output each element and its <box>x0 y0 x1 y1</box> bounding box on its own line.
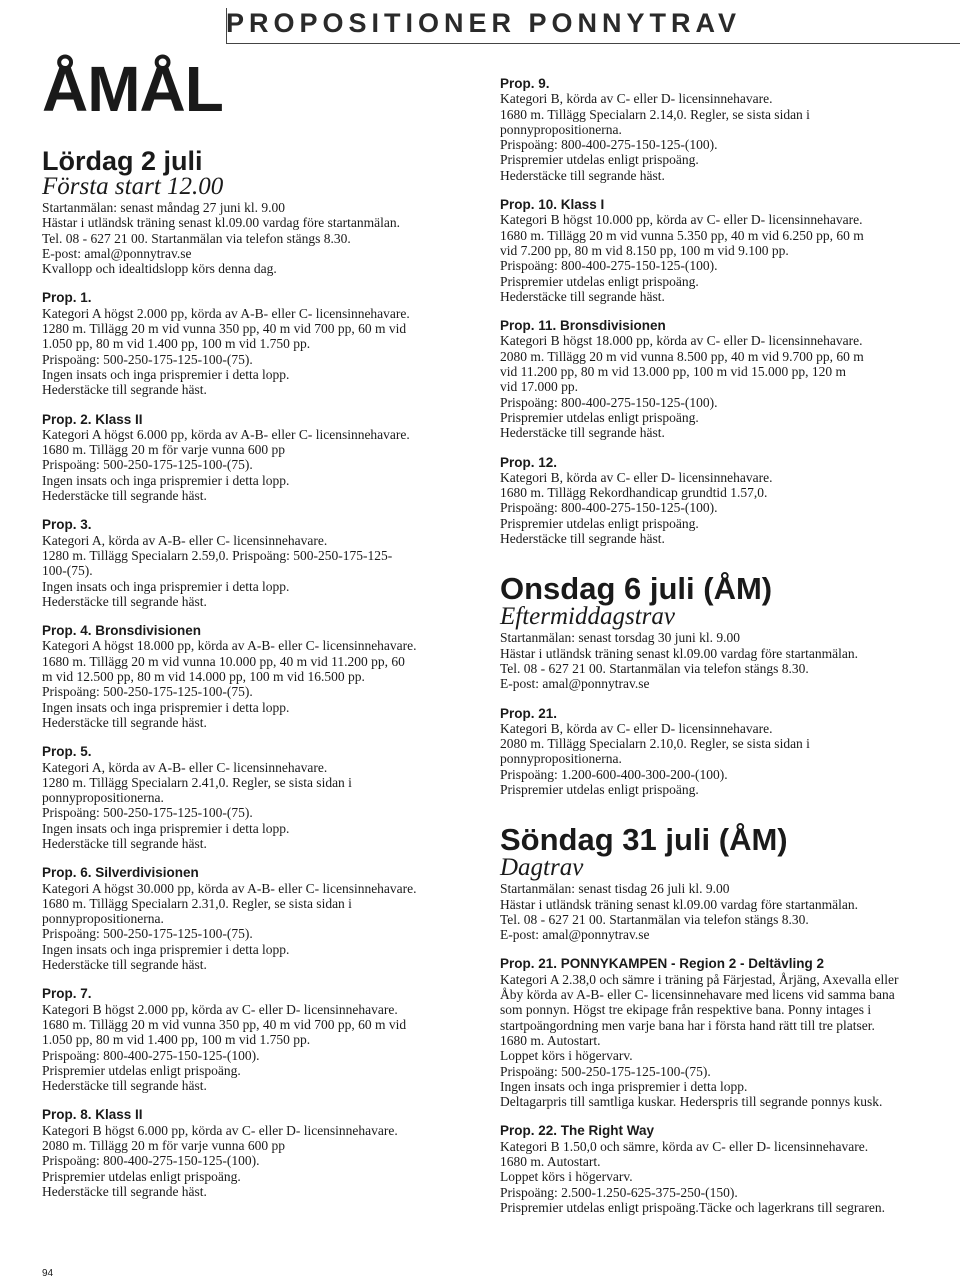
text-line: vid 7.200 pp, 80 m vid 8.150 pp, 100 m vid 9.100 pp. <box>500 242 789 258</box>
text-line: 1680 m. Tillägg Specialarn 2.14,0. Regler, se sista sidan i <box>500 106 810 122</box>
text-line: 2080 m. Tillägg 20 m för varje vunna 600 pp <box>42 1138 285 1154</box>
proposition <box>42 276 452 397</box>
proposition <box>500 304 910 440</box>
text-line: Hästar i utländsk träning senast kl.09.00 vardag före startanmälan. <box>500 645 859 661</box>
text-line: Prispoäng: 500-250-175-125-100-(75). <box>42 805 253 821</box>
text-line: Prispoäng: 500-250-175-125-100-(75). <box>500 1063 711 1079</box>
text-line: 2080 m. Tillägg Specialarn 2.10,0. Regler, se sista sidan i <box>500 736 810 752</box>
text-line: Prispoäng: 500-250-175-125-100-(75). <box>42 457 253 473</box>
text-line: startpoängordning men varje bana har i första hand rätt till tre platser. <box>500 1017 875 1033</box>
text-line: Startanmälan: senast torsdag 30 juni kl. 9.00 <box>500 630 740 646</box>
text-line: Kategori B högst 6.000 pp, körda av C- eller D- licensinnehavare. <box>42 1122 398 1138</box>
text-line: Ingen insats och inga prispremier i detta lopp. <box>42 699 290 715</box>
text-line: Prispremier utdelas enligt prispoäng. <box>500 409 699 425</box>
text-line: Ingen insats och inga prispremier i detta lopp. <box>500 1078 748 1094</box>
proposition <box>42 609 452 730</box>
text-line: ponnypropositionerna. <box>42 790 164 806</box>
text-line: Kategori A, körda av A-B- eller C- licensinnehavare. <box>42 759 328 775</box>
text-line: Prispoäng: 500-250-175-125-100-(75). <box>42 684 253 700</box>
props-list <box>500 942 910 1215</box>
text-line: Tel. 08 - 627 21 00. Startanmälan via telefon stängs 8.30. <box>42 230 351 246</box>
prop-title: Prop. 11. Bronsdivisionen <box>500 318 666 334</box>
proposition <box>42 851 452 972</box>
text-line: Startanmälan: senast måndag 27 juni kl. 9.00 <box>42 200 285 215</box>
text-line: Hederstäcke till segrande häst. <box>500 531 665 547</box>
text-line: Tel. 08 - 627 21 00. Startanmälan via telefon stängs 8.30. <box>500 911 809 927</box>
text-line: Prispoäng: 500-250-175-125-100-(75). <box>42 926 253 942</box>
text-line: Kategori B högst 18.000 pp, körda av C- eller D- licensinnehavare. <box>500 333 863 349</box>
text-line: Hederstäcke till segrande häst. <box>500 167 665 183</box>
prop-title: Prop. 3. <box>42 517 92 533</box>
prop-title: Prop. 21. <box>500 705 558 721</box>
text-line: Ingen insats och inga prispremier i detta lopp. <box>42 941 290 957</box>
prop-title: Prop. 7. <box>42 986 92 1002</box>
text-line: Kategori A 2.38,0 och sämre i träning på Färjestad, Årjäng, Axevalla eller <box>500 971 899 987</box>
text-line: Hederstäcke till segrande häst. <box>42 382 207 398</box>
page-header: PROPOSITIONER PONNYTRAV <box>226 8 742 38</box>
text-line: Prispremier utdelas enligt prispoäng. <box>500 781 699 797</box>
proposition <box>500 1109 910 1215</box>
text-line: Ingen insats och inga prispremier i detta lopp. <box>42 366 290 382</box>
text-line: m vid 12.500 pp, 80 m vid 14.000 pp, 100 m vid 16.500 pp. <box>42 669 365 685</box>
text-line: Ingen insats och inga prispremier i detta lopp. <box>42 820 290 836</box>
text-line: Kategori B, körda av C- eller D- licensinnehavare. <box>500 91 773 107</box>
text-line: Loppet körs i högervarv. <box>500 1169 633 1185</box>
text-line: Prispoäng: 800-400-275-150-125-(100). <box>500 394 718 410</box>
text-line: Hederstäcke till segrande häst. <box>42 714 207 730</box>
proposition <box>42 398 452 504</box>
text-line: Hästar i utländsk träning senast kl.09.00 vardag före startanmälan. <box>42 215 401 231</box>
text-line: Prispremier utdelas enligt prispoäng. <box>500 273 699 289</box>
text-line: ponnypropositionerna. <box>500 121 622 137</box>
text-line: E-post: amal@ponnytrav.se <box>500 927 650 943</box>
prop-title: Prop. 10. Klass I <box>500 197 605 213</box>
text-line: Kategori B 1.50,0 och sämre, körda av C- eller D- licensinnehavare. <box>500 1138 869 1154</box>
text-line: 1280 m. Tillägg Specialarn 2.59,0. Prispoäng: 500-250-175-125- <box>42 547 393 563</box>
text-line: Hederstäcke till segrande häst. <box>500 288 665 304</box>
text-line: Hederstäcke till segrande häst. <box>42 593 207 609</box>
text-line: Kategori A, körda av A-B- eller C- licensinnehavare. <box>42 532 328 548</box>
prop-title: Prop. 1. <box>42 290 92 306</box>
prop-title: Prop. 12. <box>500 454 558 470</box>
text-line: Prispremier utdelas enligt prispoäng.Täcke och lagerkrans till segraren. <box>500 1199 885 1215</box>
prop-title: Prop. 6. Silverdivisionen <box>42 865 199 881</box>
text-line: Prispoäng: 1.200-600-400-300-200-(100). <box>500 766 728 782</box>
text-line: 2080 m. Tillägg 20 m vid vunna 8.500 pp, 40 m vid 9.700 pp, 60 m <box>500 348 864 364</box>
text-line: Hederstäcke till segrande häst. <box>42 957 207 973</box>
text-line: Tel. 08 - 627 21 00. Startanmälan via telefon stängs 8.30. <box>500 660 809 676</box>
day-heading: Lördag 2 juli <box>42 146 203 176</box>
proposition <box>500 62 910 183</box>
race-type: Dagtrav <box>500 854 584 882</box>
prop-title: Prop. 2. Klass II <box>42 411 143 427</box>
props-list <box>42 276 452 1199</box>
proposition <box>42 503 452 609</box>
page-number: 94 <box>42 1268 54 1279</box>
text-line: 1280 m. Tillägg 20 m vid vunna 350 pp, 40 m vid 700 pp, 60 m vid <box>42 321 407 337</box>
prop-title: Prop. 5. <box>42 744 92 760</box>
prop-title: Prop. 4. Bronsdivisionen <box>42 623 202 639</box>
text-line: Prispoäng: 500-250-175-125-100-(75). <box>42 351 253 367</box>
left-column <box>42 146 452 1199</box>
text-line: Kvallopp och idealtidslopp körs denna dag. <box>42 261 277 277</box>
text-line: Kategori A högst 2.000 pp, körda av A-B- eller C- licensinnehavare. <box>42 305 410 321</box>
text-line: 1680 m. Tillägg 20 m vid vunna 350 pp, 40 m vid 700 pp, 60 m vid <box>42 1016 407 1032</box>
proposition <box>42 972 452 1093</box>
text-line: vid 11.200 pp, 80 m vid 13.000 pp, 100 m vid 15.000 pp, 120 m <box>500 364 847 380</box>
text-line: som ponnyn. Högst tre ekipage från respektive bana. Ponny intages i <box>500 1002 872 1018</box>
proposition <box>500 942 910 1109</box>
text-line: 1280 m. Tillägg Specialarn 2.41,0. Regler, se sista sidan i <box>42 774 352 790</box>
right-column <box>500 62 910 1215</box>
proposition <box>42 730 452 851</box>
text-line: Ingen insats och inga prispremier i detta lopp. <box>42 578 290 594</box>
text-line: Kategori A högst 18.000 pp, körda av A-B- eller C- licensinnehavare. <box>42 638 417 654</box>
text-line: Kategori A högst 30.000 pp, körda av A-B- eller C- licensinnehavare. <box>42 880 417 896</box>
day-heading: Söndag 31 juli (ÅM) <box>500 822 788 858</box>
proposition <box>500 441 910 547</box>
text-line: ponnypropositionerna. <box>500 751 622 767</box>
text-line: Prispremier utdelas enligt prispoäng. <box>500 152 699 168</box>
proposition <box>42 1093 452 1199</box>
text-line: Hederstäcke till segrande häst. <box>42 1078 207 1094</box>
text-line: Startanmälan: senast tisdag 26 juli kl. 9.00 <box>500 881 730 897</box>
proposition <box>500 692 910 798</box>
text-line: Åby körda av A-B- eller C- licensinnehavare med licens vid samma bana <box>500 987 895 1003</box>
text-line: Kategori B högst 2.000 pp, körda av C- eller D- licensinnehavare. <box>42 1001 398 1017</box>
text-line: 1680 m. Tillägg Rekordhandicap grundtid 1.57,0. <box>500 485 768 501</box>
text-line: 1.050 pp, 80 m vid 1.400 pp, 100 m vid 1.750 pp. <box>42 1032 311 1048</box>
text-line: 1680 m. Tillägg 20 m för varje vunna 600 pp <box>42 442 285 458</box>
text-line: Deltagarpris till samtliga kuskar. Hederspris till segrande ponnys kusk. <box>500 1094 883 1110</box>
text-line: Kategori B högst 10.000 pp, körda av C- eller D- licensinnehavare. <box>500 212 863 228</box>
text-line: Loppet körs i högervarv. <box>500 1048 633 1064</box>
text-line: Prispoäng: 2.500-1.250-625-375-250-(150). <box>500 1184 738 1200</box>
text-line: Prispoäng: 800-400-275-150-125-(100). <box>500 500 718 516</box>
text-line: Prispremier utdelas enligt prispoäng. <box>500 515 699 531</box>
props-list <box>500 62 910 546</box>
text-line: 1.050 pp, 80 m vid 1.400 pp, 100 m vid 1.750 pp. <box>42 336 311 352</box>
text-line: 1680 m. Autostart. <box>500 1032 601 1048</box>
text-line: 100-(75). <box>42 563 93 579</box>
text-line: Hästar i utländsk träning senast kl.09.00 vardag före startanmälan. <box>500 896 859 912</box>
text-line: 1680 m. Tillägg 20 m vid vunna 10.000 pp, 40 m vid 11.200 pp, 60 <box>42 653 405 669</box>
text-line: Prispremier utdelas enligt prispoäng. <box>42 1062 241 1078</box>
text-line: Hederstäcke till segrande häst. <box>42 835 207 851</box>
first-start: Första start 12.00 <box>42 173 224 200</box>
prop-title: Prop. 9. <box>500 76 550 91</box>
text-line: Kategori A högst 6.000 pp, körda av A-B- eller C- licensinnehavare. <box>42 426 410 442</box>
text-line: Prispoäng: 800-400-275-150-125-(100). <box>42 1047 260 1063</box>
prop-title: Prop. 22. The Right Way <box>500 1123 655 1139</box>
intro-block <box>500 630 910 691</box>
text-line: E-post: amal@ponnytrav.se <box>500 676 650 692</box>
text-line: Hederstäcke till segrande häst. <box>42 1183 207 1199</box>
text-line: Prispoäng: 800-400-275-150-125-(100). <box>500 258 718 274</box>
intro-block <box>42 200 452 276</box>
text-line: E-post: amal@ponnytrav.se <box>42 245 192 261</box>
text-line: Ingen insats och inga prispremier i detta lopp. <box>42 472 290 488</box>
text-line: Prispremier utdelas enligt prispoäng. <box>42 1168 241 1184</box>
text-line: ponnypropositionerna. <box>42 911 164 927</box>
text-line: Prispoäng: 800-400-275-150-125-(100). <box>42 1153 260 1169</box>
town-title: ÅMÅL <box>42 53 223 125</box>
prop-title: Prop. 8. Klass II <box>42 1107 143 1123</box>
proposition <box>500 183 910 304</box>
text-line: Hederstäcke till segrande häst. <box>500 425 665 441</box>
text-line: vid 17.000 pp. <box>500 379 579 395</box>
text-line: Hederstäcke till segrande häst. <box>42 488 207 504</box>
text-line: 1680 m. Tillägg Specialarn 2.31,0. Regler, se sista sidan i <box>42 895 352 911</box>
text-line: 1680 m. Autostart. <box>500 1154 601 1170</box>
day-heading: Onsdag 6 juli (ÅM) <box>500 571 773 607</box>
intro-block <box>500 881 910 942</box>
header-rule <box>226 43 960 44</box>
props-list <box>500 692 910 798</box>
text-line: Kategori B, körda av C- eller D- licensinnehavare. <box>500 469 773 485</box>
text-line: Prispoäng: 800-400-275-150-125-(100). <box>500 137 718 153</box>
text-line: Kategori B, körda av C- eller D- licensinnehavare. <box>500 720 773 736</box>
text-line: 1680 m. Tillägg 20 m vid vunna 5.350 pp, 40 m vid 6.250 pp, 60 m <box>500 227 864 243</box>
prop-title: Prop. 21. PONNYKAMPEN - Region 2 - Deltävling 2 <box>500 956 825 972</box>
race-type: Eftermiddagstrav <box>500 603 675 631</box>
